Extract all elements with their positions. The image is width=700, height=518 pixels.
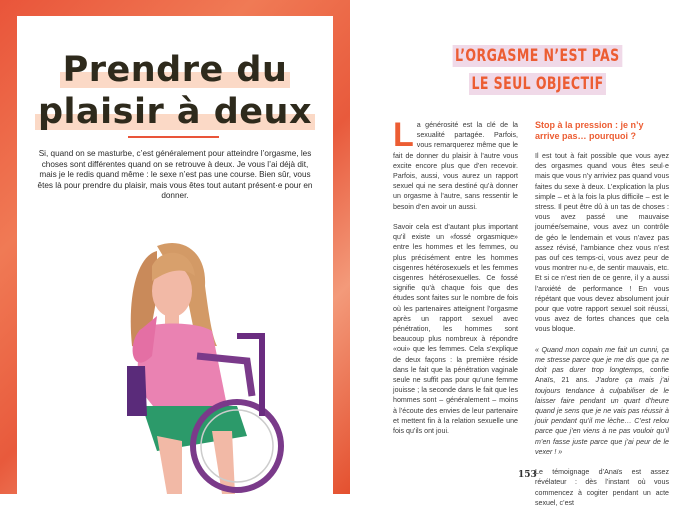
intro-paragraph: Si, quand on se masturbe, c’est généralement pour atteindre l’orgasme, les choses sont différentes quand on se retrouve à deux. Je vous l’ai déjà dit, mais je le redis quand même : le sexe n’est pas une course. Bien sûr, vous êtes là pour prendre du plaisir, mais vous êtes tout autant présent·e pour en donner.	[37, 149, 313, 201]
title-text: plaisir à deux	[35, 92, 315, 132]
quote-text: J’adore ça mais j’ai toujours tendance à culpabiliser de le laisser faire pendant un quart d’heure quand je sens que je ne vais pas réussir à jouir pendant qu’il me lèche… C’est relou parce que j’en viens à ne pas vouloir qu’il m’en fasse juste parce que j’ai peur de le vexer ! »	[535, 376, 669, 456]
drop-cap: L	[393, 116, 414, 154]
paragraph: Le témoignage d’Anaïs est assez révélateur : dès l’instant où vous commencez à cogiter pendant un acte sexuel, c’est	[535, 468, 669, 507]
paragraph: Savoir cela est d’autant plus important qu’il existe un «fossé orgasmique» entre les hommes et les femmes, ou plus précisément entre les hommes cisgenres hétérosexuels et les femmes cisgenres hétérosexuelles. Ce fossé signifie qu’à chaque fois que des études sont faites sur le nombre de fois où les partenaires atteignent l’orgasme après un rapport sexuel avec pénétration, les hommes sont beaucoup plus nombreux à répondre «oui» que les femmes. Cela s’explique de deux façons : la première réside dans le fait que la pénétration vaginale seule ne suffit pas pour qu’une femme jouisse ; la seconde dans le fait que les hommes sont – généralement – moins à l’écoute des envies de leur partenaire et mettent fin à la relation sexuelle une fois qu’ils ont joui.	[393, 223, 518, 436]
right-page	[350, 0, 700, 507]
title-text: Prendre du	[60, 50, 291, 90]
divider	[128, 136, 219, 138]
left-card	[17, 16, 333, 494]
chapter-title-line1	[17, 50, 333, 90]
text-column-left	[393, 116, 518, 446]
chapter-title-line2	[17, 92, 333, 132]
section-heading-line2: LE SEUL OBJECTIF	[469, 73, 606, 95]
subheading: Stop à la pression : je n’y arrive pas… pourquoi ?	[535, 120, 644, 141]
section-heading-line1: L’ORGASME N’EST PAS	[453, 45, 622, 67]
left-page	[0, 0, 350, 494]
page-number: 153	[518, 470, 537, 480]
paragraph	[393, 116, 518, 212]
text-column-right	[535, 120, 669, 518]
quote-attribution: confie Anaïs, 21 ans.	[535, 366, 669, 385]
quote-text: « Quand mon copain me fait un cunni, ça me stresse parce que je me dis que ça ne doit pas durer trop longtemps,	[535, 345, 669, 375]
woman-in-wheelchair-illustration	[87, 236, 287, 494]
quote-paragraph	[535, 345, 669, 457]
paragraph-text: a générosité est la clé de la sexualité partagée. Parfois, vous remarquerez même que le fait de donner du plaisir à l’autre vous excite encore plus que d’en recevoir. Parfois, aussi, vous aurez un rapport sexuel qui ne sera destiné qu’à donner un orgasme à l’autre, sans ressentir le besoin d’en avoir un aussi.	[393, 121, 518, 211]
paragraph: Il est tout à fait possible que vous ayez des orgasmes quand vous êtes seul·e mais que vous n’y arriviez pas quand vous faites du sexe à deux. L’explication la plus simple – et à la fois la plus difficile – est le stress. Il peut être dû à un tas de choses : vous avez passé une mauvaise journée/semaine, vous avez un contrôle de géo le lendemain et vous n’avez pas assez révisé, l’ambiance chez vous n’est pas ouf ces temps-ci, vous avez peur de vous montrer nu·e, de sentir mauvais, etc. Et si ce n’est rien de ce genre, il y a aussi l’anxiété de performance ! En vous répétant que vous devez absolument jouir pour que votre rapport sexuel soit réussi, vous avez de fortes chances que cela vous bloque.	[535, 152, 669, 334]
